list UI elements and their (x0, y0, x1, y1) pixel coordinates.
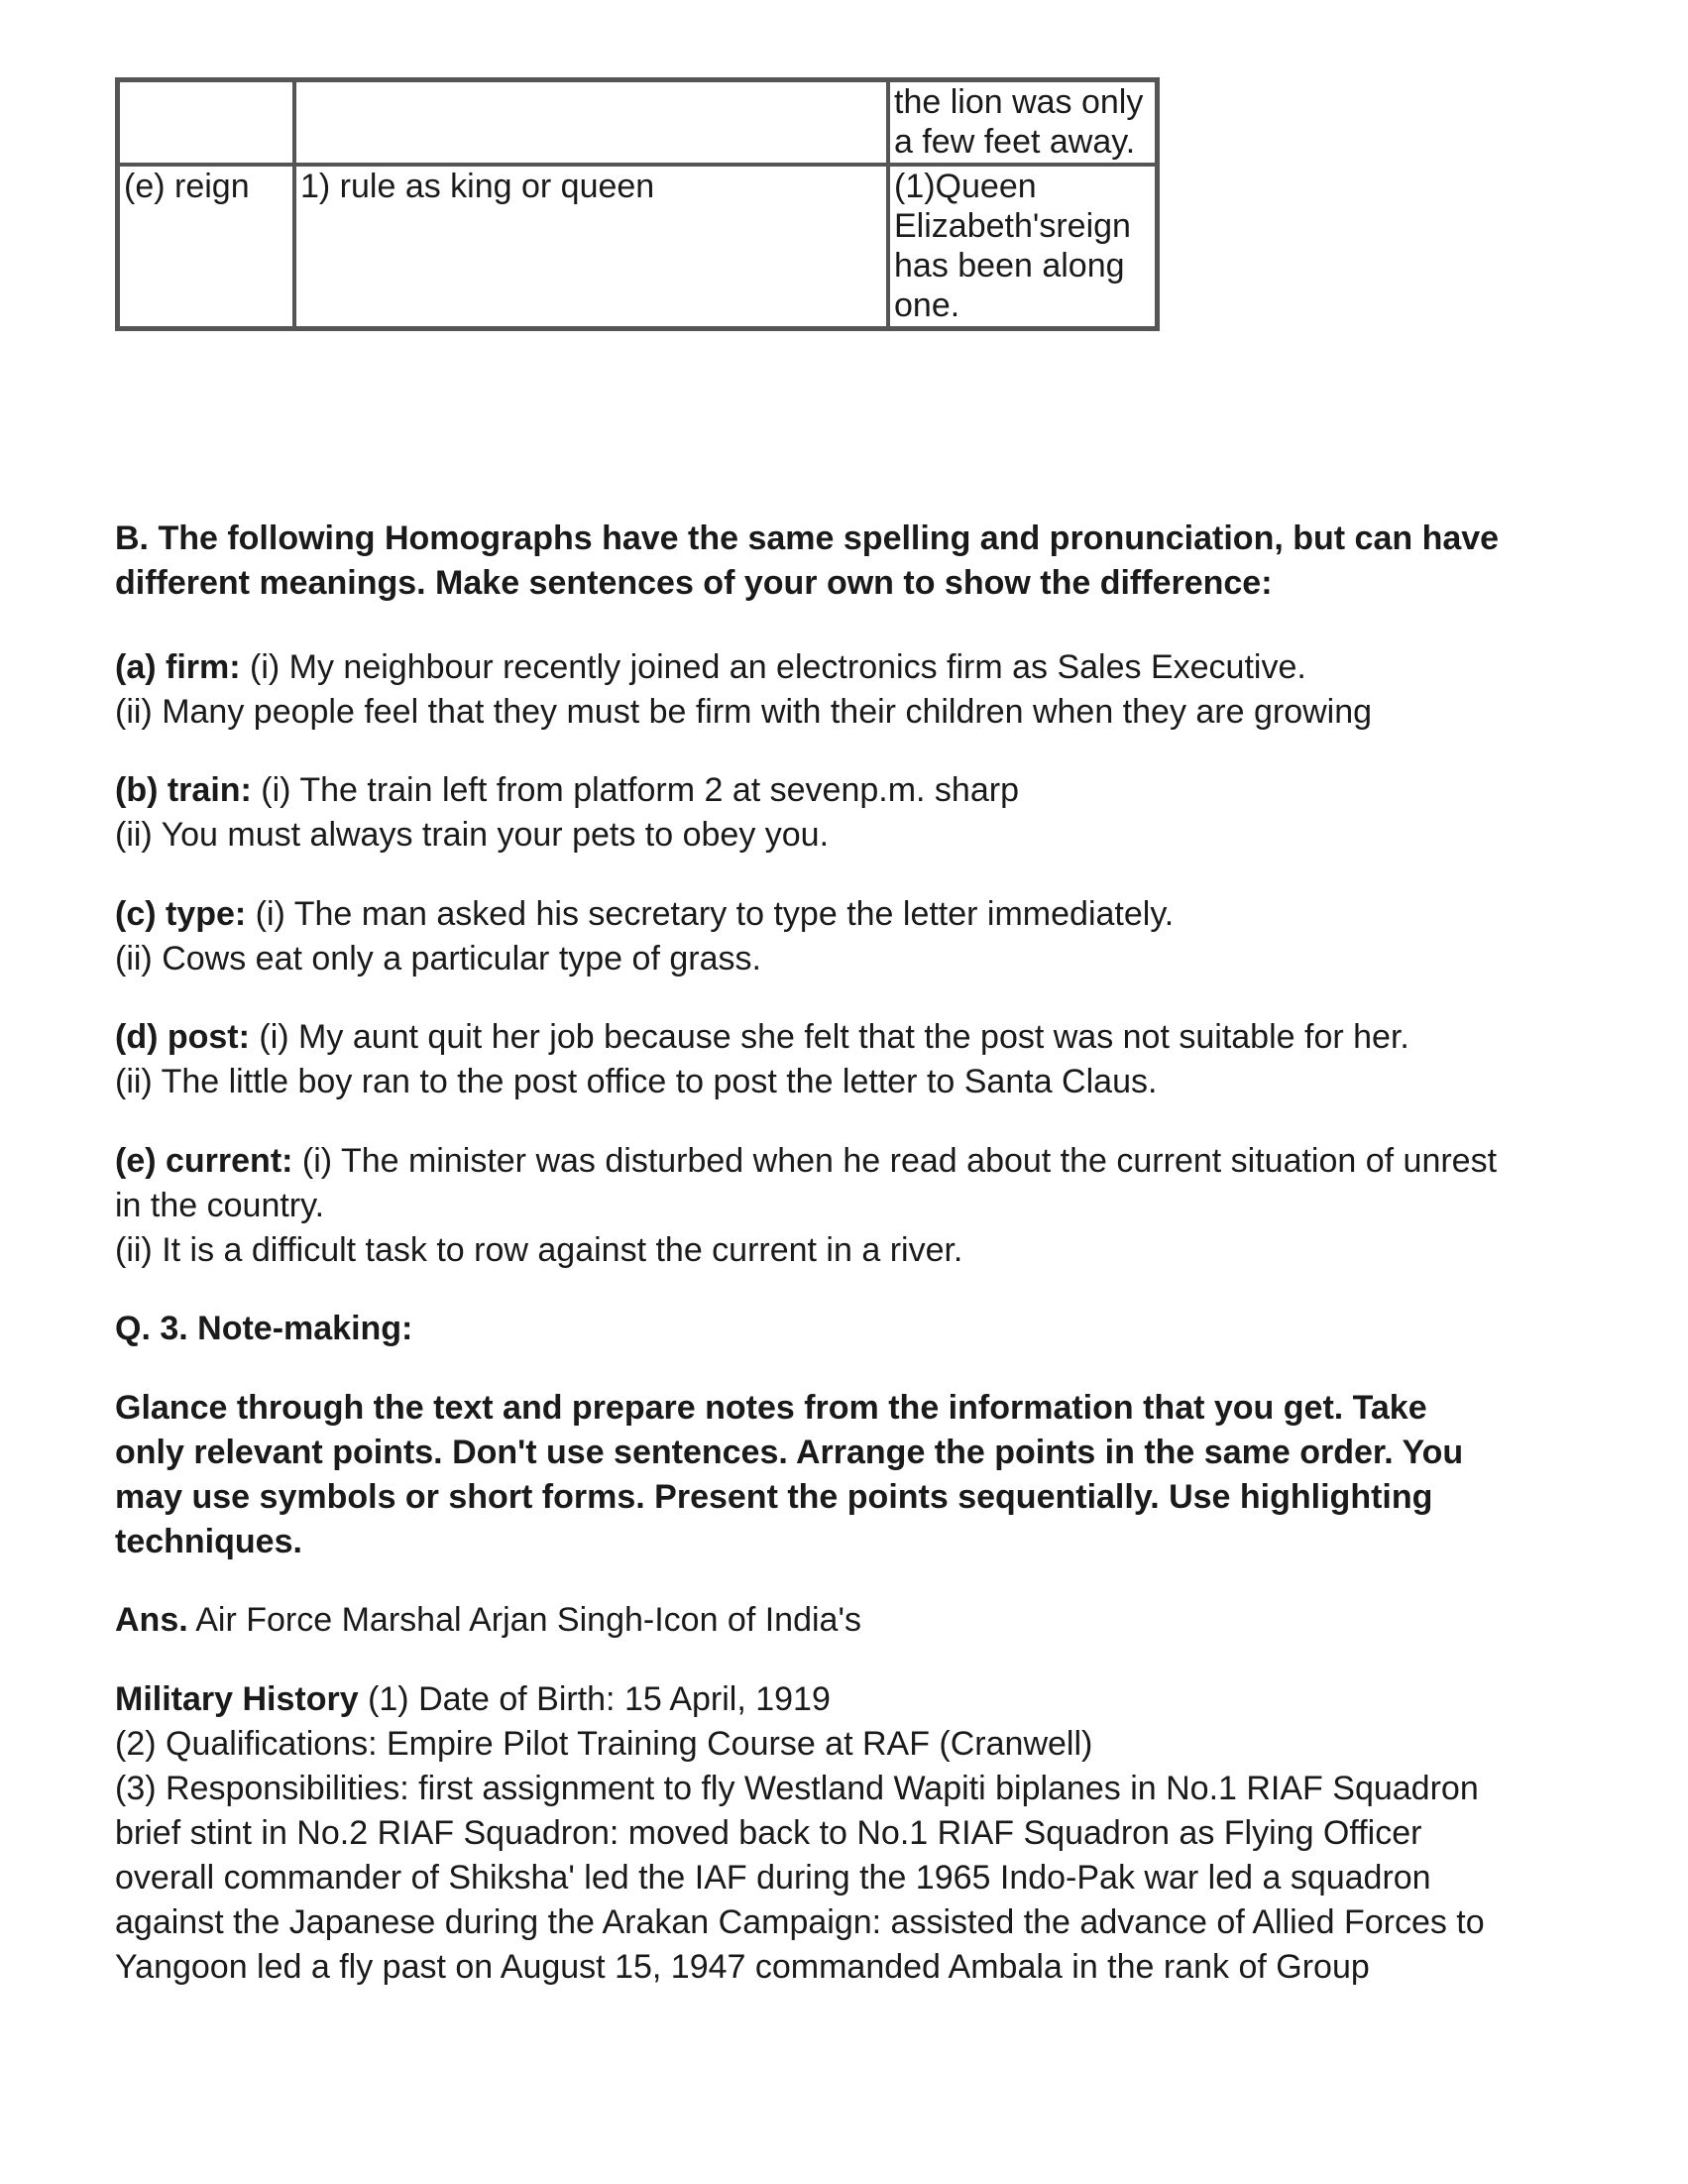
sentence-two: (ii) It is a difficult task to row against the current in a river. (115, 1231, 963, 1269)
sentence-two: (ii) Many people feel that they must be firm with their children when they are growing (115, 693, 1373, 731)
vocabulary-table (115, 77, 1160, 331)
instruction-line: may use symbols or short forms. Present the points sequentially. Use highlighting (115, 1478, 1433, 1516)
homograph-item-firm (115, 645, 1582, 735)
military-history-item: overall commander of Shiksha' led the IAF during the 1965 Indo-Pak war led a squadron (115, 1859, 1431, 1897)
table-cell-word (118, 80, 294, 165)
sentence-two: (ii) The little boy ran to the post office to post the letter to Santa Claus. (115, 1063, 1158, 1100)
sentence-one: (i) The man asked his secretary to type the letter immediately. (246, 895, 1175, 933)
homograph-item-current (115, 1139, 1582, 1273)
sentence-one: (i) My aunt quit her job because she felt that the post was not suitable for her. (249, 1018, 1409, 1056)
homograph-item-type (115, 892, 1582, 981)
sentence-one: (i) The train left from platform 2 at sevenp.m. sharp (251, 771, 1019, 809)
answer-label: Ans. (115, 1601, 188, 1639)
sentence-two: (ii) You must always train your pets to obey you. (115, 816, 830, 854)
homograph-item-post (115, 1015, 1582, 1104)
homograph-item-train (115, 768, 1582, 858)
answer-line (115, 1598, 1582, 1643)
example-line: (1)Queen (894, 168, 1037, 205)
table-cell-meaning: 1) rule as king or queen (294, 165, 888, 328)
answer-text: Air Force Marshal Arjan Singh-Icon of India's (187, 1601, 861, 1639)
example-line: the lion was only (894, 83, 1144, 121)
homograph-term: (b) train: (115, 771, 252, 809)
table-row (118, 165, 1157, 328)
table-row (118, 80, 1157, 165)
sentence-two: (ii) Cows eat only a particular type of grass. (115, 940, 761, 977)
table-cell-example (888, 80, 1157, 165)
sentence-one-continued: in the country. (115, 1187, 325, 1224)
example-line: Elizabeth'sreign (894, 207, 1131, 245)
military-history (115, 1677, 1582, 1990)
sentence-one: (i) My neighbour recently joined an electronics firm as Sales Executive. (240, 648, 1306, 686)
example-line: one. (894, 287, 960, 324)
table-cell-example (888, 165, 1157, 328)
q3-heading: Q. 3. Note-making: (115, 1310, 413, 1347)
instruction-line: techniques. (115, 1523, 302, 1560)
instruction-line: only relevant points. Don't use sentences. Arrange the points in the same order. You (115, 1434, 1464, 1471)
homograph-term: (c) type: (115, 895, 247, 933)
section-b-heading (115, 517, 1582, 606)
homograph-term: (a) firm: (115, 648, 241, 686)
example-line: a few feet away. (894, 123, 1136, 161)
homograph-term: (e) current: (115, 1142, 293, 1180)
military-history-item: (2) Qualifications: Empire Pilot Training Course at RAF (Cranwell) (115, 1725, 1093, 1763)
homograph-term: (d) post: (115, 1018, 250, 1056)
military-history-item: (3) Responsibilities: first assignment to fly Westland Wapiti biplanes in No.1 RIAF Squadron (115, 1770, 1479, 1807)
military-history-item: Yangoon led a fly past on August 15, 1947 commanded Ambala in the rank of Group (115, 1948, 1370, 1986)
table-cell-word: (e) reign (118, 165, 294, 328)
sentence-one: (i) The minister was disturbed when he read about the current situation of unrest (292, 1142, 1498, 1180)
heading-line: different meanings. Make sentences of your own to show the difference: (115, 564, 1273, 602)
example-line: has been along (894, 247, 1125, 285)
table-cell-meaning (294, 80, 888, 165)
instruction-line: Glance through the text and prepare notes from the information that you get. Take (115, 1389, 1427, 1427)
military-history-item: brief stint in No.2 RIAF Squadron: moved back to No.1 RIAF Squadron as Flying Officer (115, 1814, 1422, 1852)
q3-instructions (115, 1386, 1582, 1564)
heading-line: B. The following Homographs have the same spelling and pronunciation, but can have (115, 519, 1500, 557)
military-history-label: Military History (115, 1680, 359, 1718)
military-history-item: (1) Date of Birth: 15 April, 1919 (358, 1680, 831, 1718)
military-history-item: against the Japanese during the Arakan Campaign: assisted the advance of Allied Forces to (115, 1903, 1485, 1941)
